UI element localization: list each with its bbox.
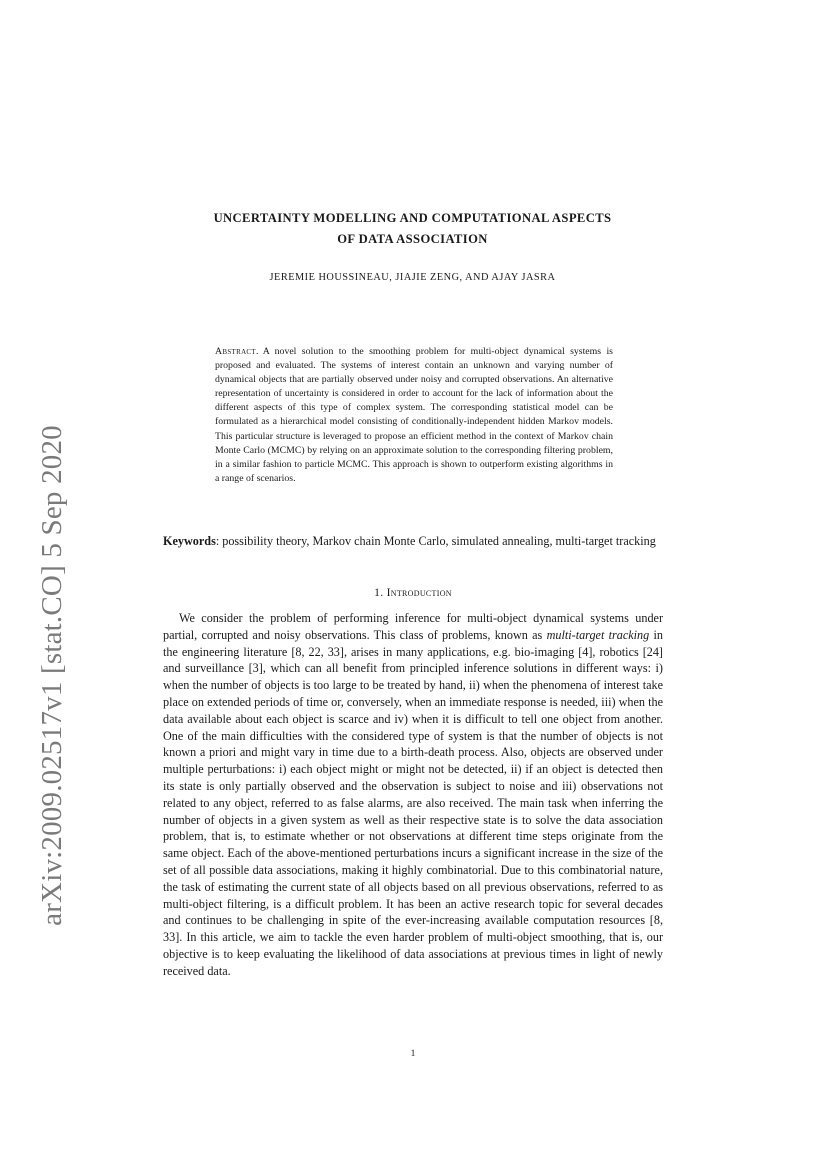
abstract-text: A novel solution to the smoothing problem for multi-object dynamical systems is proposed and evaluated. The systems of interest contain an unknown and varying number of dynamical objects that are partially observed under noisy and corrupted observations. An alternative representation of uncertainty is considered in order to account for the lack of information about the different aspects of this type of complex system. The corresponding statistical model can be formulated as a hierarchical model consisting of conditionally-independent hidden Markov models. This particular structure is leveraged to propose an efficient method in the context of Markov chain Monte Carlo (MCMC) by relying on an approximate solution to the corresponding filtering problem, in a similar fashion to particle MCMC. This approach is shown to outperform existing algorithms in a range of scenarios. [215,346,613,484]
paper-title [150,208,675,250]
introduction-text-part-1: We consider the problem of performing inference for multi-object dynamical systems under partial, corrupted and noisy observations. This class of problems, known as [163,611,663,642]
abstract [215,345,613,486]
keywords [163,533,663,550]
arxiv-identifier-stamp [12,365,92,985]
arxiv-identifier-text: arXiv:2009.02517v1 [stat.CO] 5 Sep 2020 [35,424,68,926]
page-number: 1 [410,1049,416,1059]
paper-title-line-1: UNCERTAINTY MODELLING AND COMPUTATIONAL ASPECTS [213,211,612,225]
introduction-paragraph [163,610,663,980]
abstract-label: Abstract. [215,346,259,357]
paper-authors: JEREMIE HOUSSINEAU, JIAJIE ZENG, AND AJAY JASRA [269,272,556,283]
section-heading-introduction: 1. Introduction [374,586,452,599]
keywords-text: : possibility theory, Markov chain Monte Carlo, simulated annealing, multi-target tracking [215,534,656,548]
paper-title-line-2: OF DATA ASSOCIATION [337,232,488,246]
introduction-text-part-2: in the engineering literature [8, 22, 33], arises in many applications, e.g. bio-imaging [4], robotics [24] and surveillance [3], which can all benefit from principled inference solutions in different ways: i) when the number of objects is too large to be treated by hand, ii) when the phenomena of interest take place on extended periods of time or, conversely, when an immediate response is needed, iii) when the data available about each object is scarce and iv) when it is difficult to tell one object from another. One of the main difficulties with the considered type of system is that the number of objects is not known a priori and might vary in time due to a birth-death process. Also, objects are observed under multiple perturbations: i) each object might or might not be detected, ii) if an object is detected then its state is only partially observed and the observation is subject to noise and iii) observations not related to any object, referred to as false alarms, are also received. The main task when inferring the number of objects in a given system as well as their respective state is to solve the data association problem, that is, to estimate whether or not observations at different time steps originate from the same object. Each of the above-mentioned perturbations incurs a significant increase in the size of the set of all possible data associations, making it highly combinatorial. Due to this combinatorial nature, the task of estimating the current state of all objects based on all previous observations, referred to as multi-object filtering, is a difficult problem. It has been an active research topic for several decades and continues to be challenging in spite of the ever-increasing available computation resources [8, 33]. In this article, we aim to tackle the even harder problem of multi-object smoothing, that is, our objective is to keep evaluating the likelihood of data associations at previous times in light of newly received data. [163,627,664,978]
introduction-emphasized-term: multi-target tracking [546,627,650,642]
keywords-label: Keywords [163,534,216,548]
